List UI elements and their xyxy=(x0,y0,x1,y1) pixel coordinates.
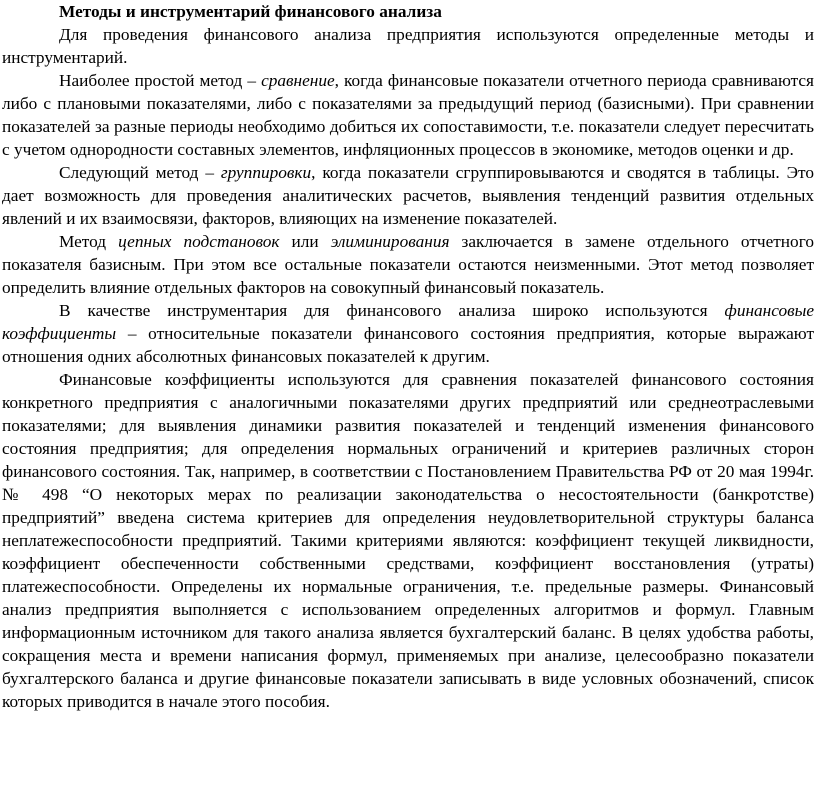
text-run: , когда показатели сгруппировываются и сводятся в таблицы. Это дает возможность для проведения аналитических расчетов, выявления тенденций развития отдельных явлений и их взаимосвязи, факторов, влияющих на изменение показателей. xyxy=(2,163,814,228)
text-run: Метод xyxy=(59,232,119,251)
text-run: – относительные показатели финансового состояния предприятия, которые выражают отношения одних абсолютных финансовых показателей к другим. xyxy=(2,324,814,366)
term-elimination: элиминирования xyxy=(330,232,450,251)
text-run: Наиболее простой метод – xyxy=(59,71,262,90)
text-run: заключается в замене отдельного отчетного показателя базисным. При этом все остальные показатели остаются неизменными. Этот метод позволяет определить влияние отдельных факторов на совокупный финансовый показатель. xyxy=(2,232,814,297)
text-run: , когда финансовые показатели отчетного периода сравниваются либо с плановыми показателями, либо с показателями за предыдущий период (базисными). При сравнении показателей за разные периоды необходимо добиться их сопоставимости, т.е. показатели следует пересчитать с учетом однородности составных элементов, инфляционных процессов в экономике, методов оценки и др. xyxy=(2,71,815,159)
term-chain-substitution: цепных подстановок xyxy=(118,232,280,251)
paragraph-comparison-method xyxy=(2,69,814,161)
term-financial-ratios: финансовые коэффициенты xyxy=(2,301,814,343)
term-grouping: группировки xyxy=(220,163,312,182)
text-run: В качестве инструментария для финансового анализа широко используются xyxy=(59,301,725,320)
paragraph-intro: Для проведения финансового анализа предприятия используются определенные методы и инструментарий. xyxy=(2,25,814,67)
document-title: Методы и инструментарий финансового анализа xyxy=(59,2,442,21)
paragraph-chain-substitution-method xyxy=(2,230,814,299)
text-run: Следующий метод – xyxy=(59,163,221,182)
text-run: или xyxy=(279,232,331,251)
paragraph-grouping-method xyxy=(2,161,814,230)
term-comparison: сравнение xyxy=(261,71,335,90)
paragraph-financial-ratios xyxy=(2,299,814,368)
paragraph-ratios-usage: Финансовые коэффициенты используются для сравнения показателей финансового состояния конкретного предприятия с аналогичными показателями других предприятий или среднеотраслевыми показателями; для выявления динамики развития показателей и тенденций изменения финансового состояния предприятия; для определения нормальных ограничений и критериев различных сторон финансового состояния. Так, например, в соответствии с Постановлением Правительства РФ от 20 мая 1994г. № 498 “О некоторых мерах по реализации законодательства о несостоятельности (банкротстве) предприятий” введена система критериев для определения неудовлетворительной структуры баланса неплатежеспособности предприятий. Такими критериями являются: коэффициент текущей ликвидности, коэффициент обеспеченности собственными средствами, коэффициент восстановления (утраты) платежеспособности. Определены их нормальные ограничения, т.е. предельные размеры. Финансовый анализ предприятия выполняется с использованием определенных алгоритмов и формул. Главным информационным источником для такого анализа является бухгалтерский баланс. В целях удобства работы, сокращения места и времени написания формул, применяемых при анализе, целесообразно показатели бухгалтерского баланса и другие финансовые показатели записывать в виде условных обозначений, список которых приводится в начале этого пособия. xyxy=(2,370,814,711)
